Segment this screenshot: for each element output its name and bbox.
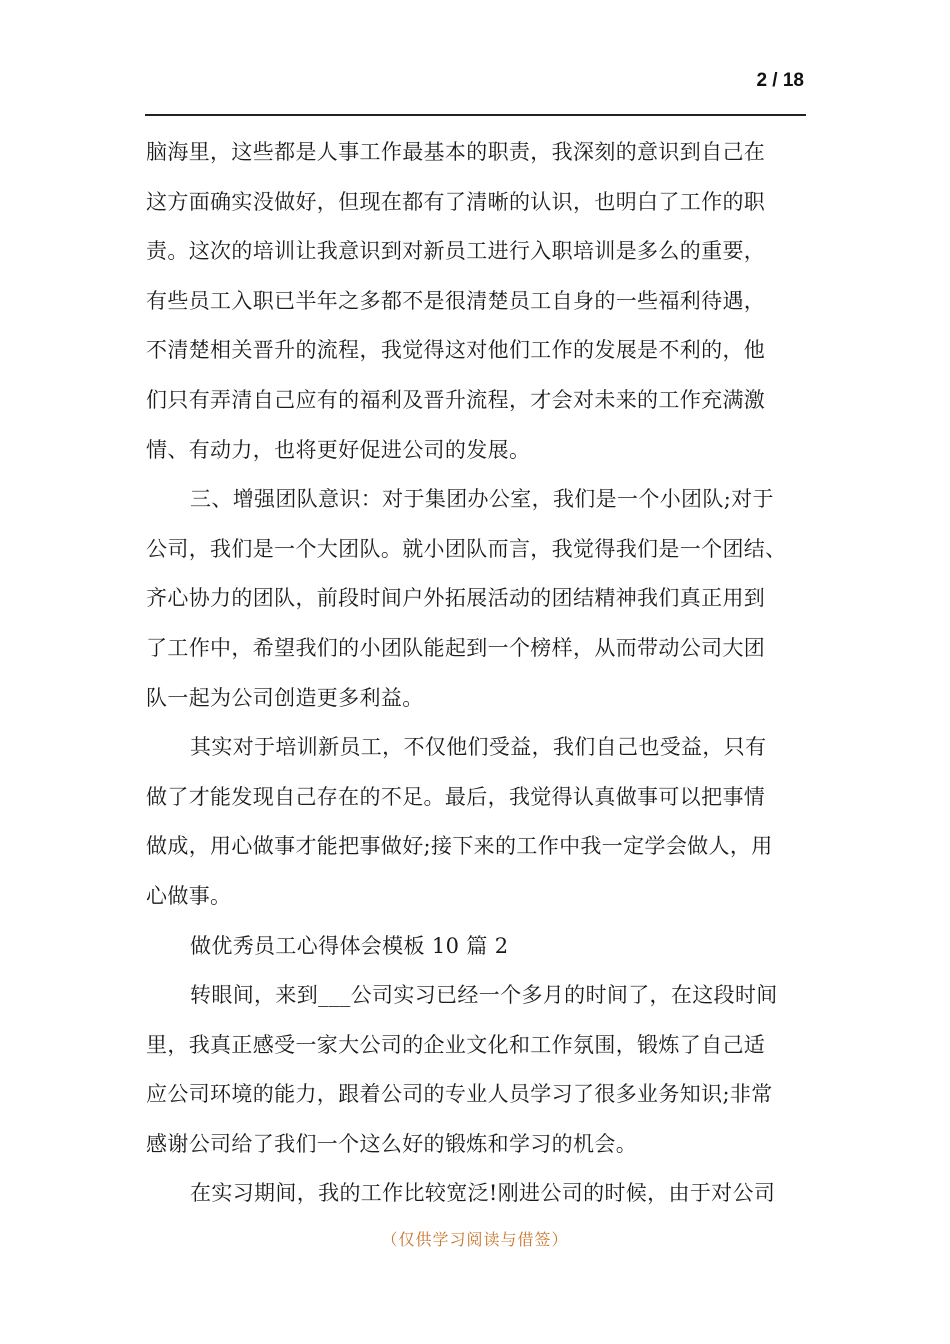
text-line: 里，我真正感受一家大公司的企业文化和工作氛围，锻炼了自己适 xyxy=(146,1032,766,1057)
text-line: 转眼间，来到___公司实习已经一个多月的时间了，在这段时间 xyxy=(190,983,778,1008)
header-divider xyxy=(145,114,806,116)
text-line: 了工作中，希望我们的小团队能起到一个榜样，从而带动公司大团 xyxy=(146,635,766,660)
text-line: 应公司环境的能力，跟着公司的专业人员学习了很多业务知识;非常 xyxy=(146,1082,773,1107)
text-line: 做成，用心做事才能把事做好;接下来的工作中我一定学会做人，用 xyxy=(146,834,773,859)
page-number: 2 / 18 xyxy=(756,70,804,91)
document-body xyxy=(146,128,810,1219)
text-line: 有些员工入职已半年之多都不是很清楚员工自身的一些福利待遇， xyxy=(146,288,766,313)
text-line: 做优秀员工心得体会模板 10 篇 2 xyxy=(190,933,509,958)
text-line: 情、有动力，也将更好促进公司的发展。 xyxy=(146,437,531,462)
text-line: 感谢公司给了我们一个这么好的锻炼和学习的机会。 xyxy=(146,1131,638,1156)
text-line: 不清楚相关晋升的流程，我觉得这对他们工作的发展是不利的，他 xyxy=(146,338,766,363)
text-line: 公司，我们是一个大团队。就小团队而言，我觉得我们是一个团结、 xyxy=(146,536,787,561)
text-line: 三、增强团队意识：对于集团办公室，我们是一个小团队;对于 xyxy=(190,487,774,512)
text-line: 们只有弄清自己应有的福利及晋升流程，才会对未来的工作充满激 xyxy=(146,387,766,412)
text-line: 其实对于培训新员工，不仅他们受益，我们自己也受益，只有 xyxy=(190,735,767,760)
footer-note: （仅供学习阅读与借签） xyxy=(381,1230,569,1249)
text-line: 队一起为公司创造更多利益。 xyxy=(146,685,424,710)
text-line: 这方面确实没做好，但现在都有了清晰的认识，也明白了工作的职 xyxy=(146,189,766,214)
text-line: 做了才能发现自己存在的不足。最后，我觉得认真做事可以把事情 xyxy=(146,784,766,809)
text-line: 责。这次的培训让我意识到对新员工进行入职培训是多么的重要， xyxy=(146,239,766,264)
text-line: 在实习期间，我的工作比较宽泛!刚进公司的时候，由于对公司 xyxy=(190,1181,776,1206)
text-line: 心做事。 xyxy=(146,883,232,908)
text-line: 齐心协力的团队，前段时间户外拓展活动的团结精神我们真正用到 xyxy=(146,586,766,611)
text-line: 脑海里，这些都是人事工作最基本的职责，我深刻的意识到自己在 xyxy=(146,140,766,164)
